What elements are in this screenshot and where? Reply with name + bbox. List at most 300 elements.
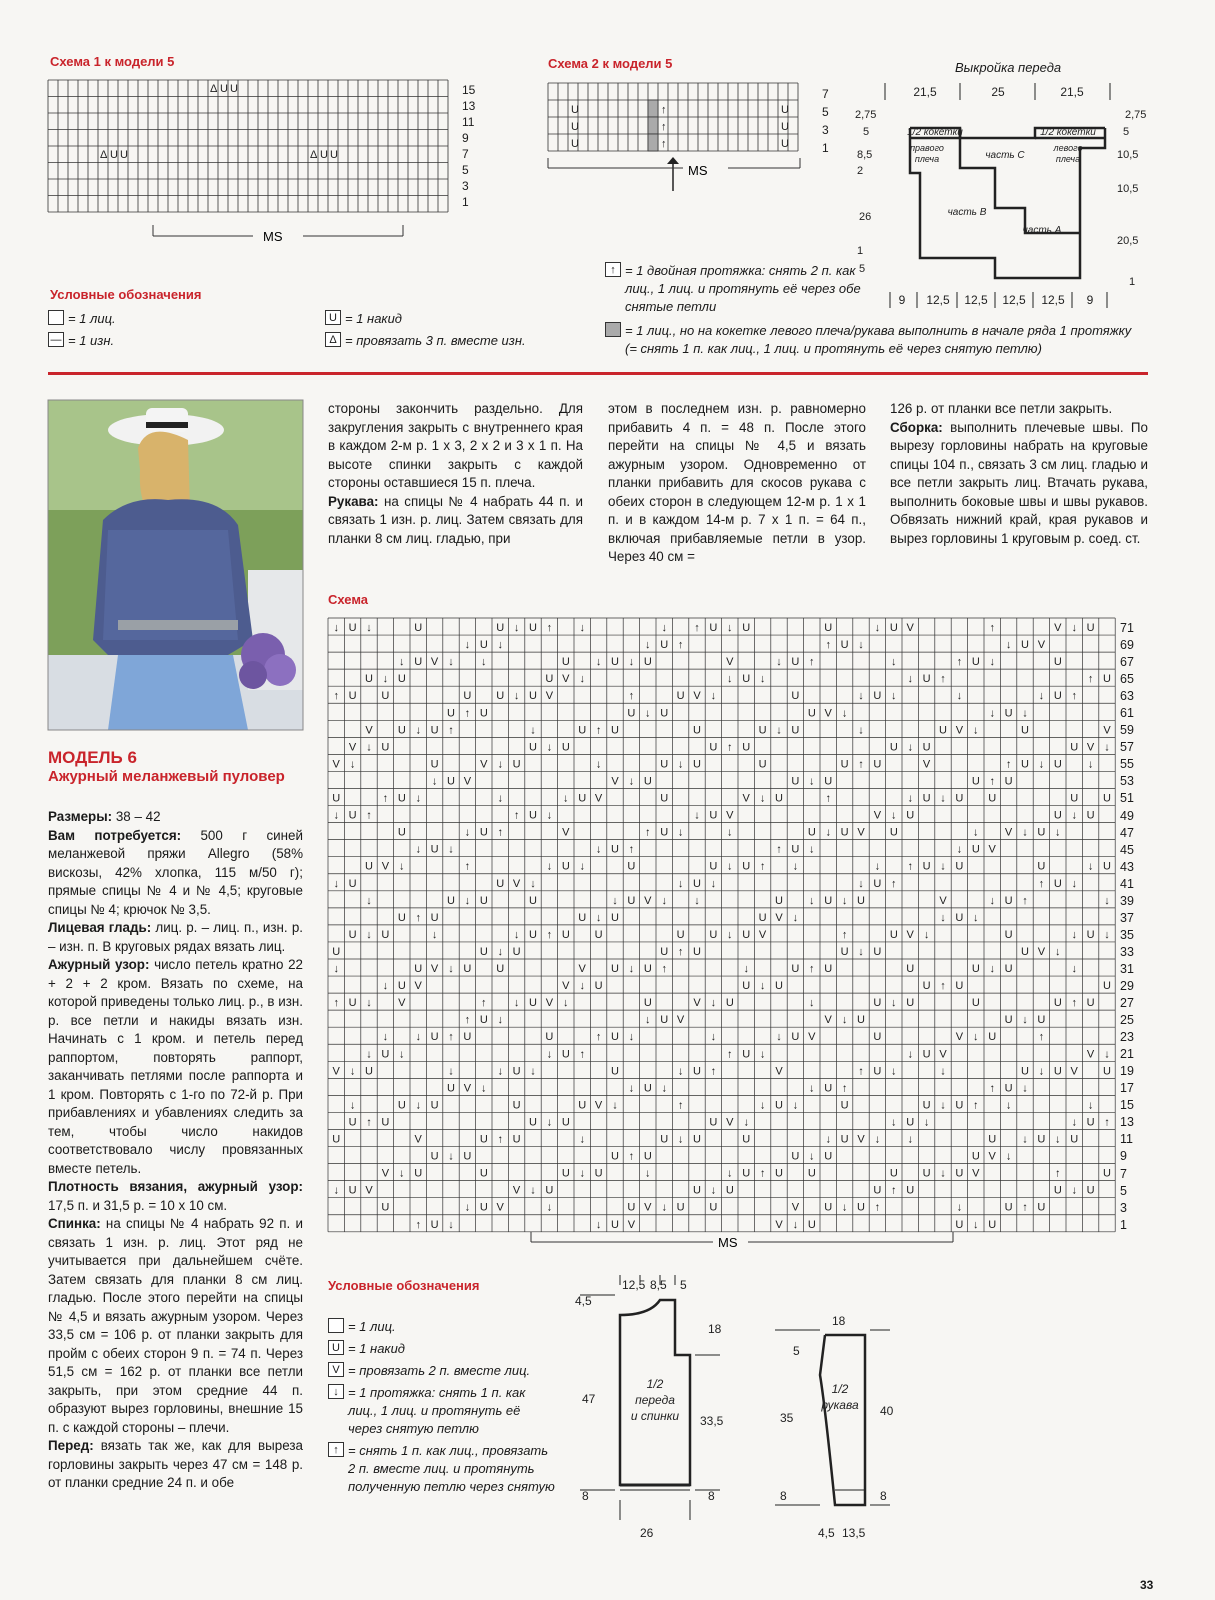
lace-stitch-symbol: U	[430, 1031, 439, 1044]
lace-stitch-symbol: ↑	[382, 792, 389, 805]
svg-text:1/2: 1/2	[646, 1377, 664, 1391]
lace-stitch-symbol: U	[1053, 809, 1062, 822]
lace-stitch-symbol: U	[627, 860, 636, 873]
lace-stitch-symbol: U	[561, 741, 570, 754]
lace-stitch-symbol: U	[1103, 860, 1111, 873]
lace-stitch-symbol: ↓	[989, 707, 995, 720]
lace-stitch-symbol: U	[430, 911, 439, 924]
chart-row-number: 21	[1120, 1047, 1134, 1062]
lace-stitch-symbol: ↓	[677, 1065, 684, 1078]
garment-schematics	[575, 1275, 1150, 1555]
lace-stitch-symbol: U	[1004, 707, 1013, 720]
svg-text:12,5: 12,5	[926, 293, 950, 307]
lace-stitch-symbol: U	[906, 1184, 915, 1197]
lace-stitch-symbol: V	[332, 758, 340, 771]
chart-row-number: 17	[1120, 1081, 1134, 1096]
lace-stitch-symbol: V	[824, 1014, 832, 1027]
lace-stitch-symbol: V	[430, 963, 439, 975]
lace-stitch-symbol: ↓	[382, 673, 389, 686]
lace-stitch-symbol: ↑	[645, 826, 651, 839]
lace-stitch-symbol: U	[775, 792, 783, 805]
lace-stitch-symbol: U	[529, 1116, 537, 1129]
lace-stitch-symbol: U	[365, 860, 373, 873]
lace-stitch-symbol: U	[873, 945, 882, 958]
lace-stitch-symbol: U	[447, 775, 455, 788]
lace-stitch-symbol: V	[775, 911, 783, 924]
lace-stitch-symbol: ↑	[595, 724, 602, 737]
svg-text:20,5: 20,5	[1117, 235, 1139, 247]
lace-stitch-symbol: ↓	[825, 1133, 831, 1146]
lace-stitch-symbol: ↓	[776, 656, 782, 669]
svg-text:рукава: рукава	[821, 1398, 859, 1412]
lace-stitch-symbol: U	[971, 775, 980, 788]
lace-stitch-symbol: ↓	[546, 1048, 553, 1061]
lace-stitch-symbol: ↓	[973, 724, 979, 737]
lace-stitch-symbol: U	[791, 775, 800, 788]
lace-stitch-symbol: U	[414, 622, 423, 634]
lace-stitch-symbol: U	[348, 622, 357, 634]
lace-stitch-symbol: V	[726, 1116, 734, 1129]
svg-text:5: 5	[1123, 126, 1130, 138]
lace-stitch-symbol: U	[643, 656, 652, 669]
svg-text:10,5: 10,5	[1117, 183, 1139, 195]
svg-text:8: 8	[708, 1489, 715, 1503]
lace-stitch-symbol: U	[430, 724, 439, 737]
lace-stitch-symbol: U	[857, 1014, 865, 1027]
lace-stitch-symbol: U	[348, 877, 357, 890]
lace-stitch-symbol: ↓	[513, 622, 520, 634]
lace-stitch-symbol: ↑	[1005, 758, 1012, 771]
lace-stitch-symbol: ↑	[989, 622, 995, 634]
main-lace-chart	[328, 618, 1118, 1258]
lace-stitch-symbol: V	[906, 622, 914, 634]
lace-stitch-symbol: U	[496, 622, 505, 634]
lace-stitch-symbol: U	[824, 622, 833, 634]
scheme2-row-numbers: 7 5 3 1	[822, 87, 829, 155]
svg-text:47: 47	[582, 1392, 596, 1406]
lace-stitch-symbol: U	[889, 826, 898, 839]
lace-stitch-symbol: ↑	[546, 928, 553, 941]
lace-stitch-symbol: U	[414, 963, 423, 975]
lace-stitch-symbol: U	[873, 1184, 882, 1197]
lace-stitch-symbol: ↓	[858, 724, 864, 737]
lace-stitch-symbol: V	[644, 894, 652, 907]
knit-symbol-icon	[328, 1318, 344, 1333]
lace-stitch-symbol: U	[873, 1065, 882, 1078]
lace-stitch-symbol: ↓	[349, 1065, 356, 1078]
lace-stitch-symbol: U	[1086, 622, 1095, 634]
lace-stitch-symbol: U	[381, 1048, 390, 1061]
chart-row-number: 63	[1120, 689, 1134, 704]
lace-stitch-symbol: U	[1004, 1082, 1013, 1095]
lace-stitch-symbol: ↑	[464, 707, 471, 720]
lace-stitch-symbol: ↑	[1071, 690, 1077, 703]
lace-stitch-symbol: ↓	[940, 1099, 946, 1112]
chart-row-number: 57	[1120, 740, 1134, 755]
lace-stitch-symbol: ↓	[710, 1184, 717, 1197]
chart-row-number: 71	[1120, 621, 1134, 635]
lace-stitch-symbol: U	[971, 997, 980, 1010]
lace-stitch-symbol: U	[889, 622, 898, 634]
lace-stitch-symbol: ↑	[891, 1184, 897, 1197]
chart-row-number: 49	[1120, 808, 1134, 823]
lace-stitch-symbol: V	[955, 724, 964, 737]
svg-text:18: 18	[832, 1314, 846, 1328]
lace-stitch-symbol: U	[643, 1082, 652, 1095]
lace-stitch-symbol: U	[791, 1031, 800, 1044]
lace-stitch-symbol: U	[1053, 758, 1062, 771]
lace-stitch-symbol: U	[1070, 792, 1079, 805]
lace-stitch-symbol: U	[611, 1218, 619, 1231]
lace-stitch-symbol: ↑	[1104, 1116, 1110, 1129]
pattern-front-diagram	[855, 78, 1165, 318]
lace-stitch-symbol: U	[397, 673, 406, 686]
lace-stitch-symbol: U	[807, 707, 816, 720]
model-photo	[48, 400, 303, 730]
chart-row-number: 59	[1120, 723, 1134, 738]
lace-stitch-symbol: U	[627, 894, 636, 907]
lace-stitch-symbol: U	[1053, 997, 1062, 1010]
lace-stitch-symbol: V	[939, 1048, 947, 1061]
lace-stitch-symbol: V	[676, 1014, 685, 1027]
lace-stitch-symbol: U	[971, 656, 980, 669]
lace-stitch-symbol: ↓	[1071, 622, 1077, 634]
lace-stitch-symbol: ↓	[333, 809, 339, 822]
lace-stitch-symbol: ↓	[333, 622, 339, 634]
lace-stitch-symbol: ↓	[1038, 758, 1045, 771]
lace-stitch-symbol: U	[381, 741, 390, 754]
lace-stitch-symbol: ↑	[579, 1048, 585, 1061]
lace-stitch-symbol: U	[1004, 894, 1013, 907]
lace-stitch-symbol: U	[1103, 1065, 1111, 1078]
lace-stitch-symbol: U	[791, 843, 800, 856]
lace-stitch-symbol: ↓	[891, 656, 897, 669]
lace-stitch-symbol: ↑	[825, 639, 831, 652]
chart-row-number: 53	[1120, 774, 1134, 789]
lace-stitch-symbol: ↑	[759, 1167, 766, 1180]
lace-stitch-symbol: ↓	[809, 843, 815, 856]
lace-stitch-symbol: U	[1021, 639, 1029, 652]
scheme1-ms-label: MS	[263, 229, 283, 244]
lace-stitch-symbol: ↓	[366, 894, 372, 907]
lace-stitch-symbol: V	[1086, 741, 1095, 754]
chart-row-number: 61	[1120, 706, 1134, 721]
lace-stitch-symbol: U	[578, 1099, 587, 1112]
p3tog-symbol-icon: Δ	[325, 332, 341, 347]
lace-stitch-symbol: ↑	[858, 1065, 864, 1078]
lace-stitch-symbol: U	[1037, 826, 1046, 839]
svg-text:26: 26	[640, 1526, 654, 1540]
lace-stitch-symbol: U	[1037, 1201, 1046, 1214]
lace-stitch-symbol: U	[463, 963, 472, 975]
lace-stitch-symbol: ↓	[448, 1065, 454, 1078]
lace-stitch-symbol: V	[545, 997, 554, 1010]
legend5-col1: = 1 лиц. — = 1 изн.	[48, 310, 288, 354]
lace-stitch-symbol: ↓	[940, 860, 946, 873]
lace-stitch-symbol: U	[479, 1014, 488, 1027]
lace-stitch-symbol: U	[397, 792, 406, 805]
lace-stitch-symbol: ↓	[513, 997, 520, 1010]
lace-stitch-symbol: V	[1070, 1065, 1078, 1078]
lace-stitch-symbol: V	[381, 860, 390, 873]
lace-stitch-symbol: U	[529, 894, 537, 907]
lace-stitch-symbol: U	[611, 1031, 619, 1044]
lace-stitch-symbol: V	[414, 1133, 422, 1146]
lace-stitch-symbol: ↓	[891, 1116, 897, 1129]
lace-stitch-symbol: ↓	[415, 1099, 421, 1112]
lace-stitch-symbol: ↓	[809, 1150, 815, 1163]
lace-stitch-symbol: U	[332, 792, 341, 805]
lace-stitch-symbol: U	[479, 826, 488, 839]
lace-stitch-symbol: ↑	[858, 758, 864, 771]
lace-stitch-symbol: ↓	[497, 639, 503, 652]
lace-stitch-symbol: U	[611, 724, 619, 737]
chart-row-number: 43	[1120, 859, 1134, 874]
svg-text:часть С: часть С	[985, 150, 1025, 161]
lace-stitch-symbol: V	[545, 690, 554, 703]
k2tog-symbol-icon: V	[328, 1362, 344, 1377]
lace-stitch-symbol: ↓	[907, 792, 913, 805]
chart-row-number: 15	[1120, 1098, 1134, 1113]
lace-stitch-symbol: U	[1021, 1065, 1029, 1078]
lace-stitch-symbol: U	[381, 690, 390, 703]
lace-stitch-symbol: ↓	[1055, 945, 1061, 958]
lace-stitch-symbol: V	[791, 1201, 800, 1214]
lace-stitch-symbol: ↑	[333, 997, 339, 1010]
lace-stitch-symbol: ↑	[1038, 877, 1045, 890]
svg-text:4,5: 4,5	[575, 1294, 592, 1308]
lace-stitch-symbol: ↓	[989, 656, 995, 669]
lace-stitch-symbol: ↑	[661, 963, 667, 975]
lace-stitch-symbol: U	[463, 690, 472, 703]
lace-stitch-symbol: V	[824, 707, 832, 720]
lace-stitch-symbol: U	[381, 928, 390, 941]
lace-stitch-symbol: U	[397, 980, 406, 993]
purl-symbol-icon: —	[48, 332, 64, 347]
lace-stitch-symbol: U	[906, 1116, 915, 1129]
lace-stitch-symbol: U	[561, 928, 570, 941]
lace-stitch-symbol: U	[742, 1133, 751, 1146]
lace-stitch-symbol: U	[1004, 775, 1013, 788]
lace-stitch-symbol: U	[594, 980, 603, 993]
legend5-col4: = 1 лиц., но на кокетке левого плеча/рукава выполнить в начале ряда 1 протяжку (= снять 1 п. как лиц., 1 лиц. и протянуть её через снятую петлю)	[605, 322, 1135, 362]
chart-row-number: 41	[1120, 876, 1134, 891]
lace-stitch-symbol: V	[1086, 1048, 1095, 1061]
lace-stitch-symbol: ↓	[858, 945, 864, 958]
chart-row-number: 67	[1120, 655, 1134, 670]
lace-stitch-symbol: ↓	[776, 724, 782, 737]
lace-stitch-symbol: U	[479, 639, 488, 652]
lace-stitch-symbol: ↓	[825, 826, 831, 839]
chart-title: Схема	[328, 592, 369, 607]
lace-stitch-symbol: V	[644, 1201, 652, 1214]
lace-stitch-symbol: U	[479, 894, 488, 907]
chart-row-number: 35	[1120, 927, 1134, 942]
lace-stitch-symbol: U	[693, 724, 701, 737]
lace-stitch-symbol: U	[824, 963, 833, 975]
model-heading: МОДЕЛЬ 6	[48, 748, 137, 767]
lace-stitch-symbol: ↓	[366, 622, 372, 634]
lace-stitch-symbol: ↓	[661, 894, 667, 907]
chart-row-number: 65	[1120, 672, 1134, 687]
lace-stitch-symbol: U	[447, 1082, 455, 1095]
lace-stitch-symbol: ↓	[727, 826, 733, 839]
lace-stitch-symbol: U	[1103, 673, 1111, 686]
lace-stitch-symbol: U	[660, 1133, 669, 1146]
lace-stitch-symbol: V	[512, 877, 521, 890]
lace-stitch-symbol: ↓	[399, 860, 405, 873]
lace-stitch-symbol: ↓	[448, 1150, 454, 1163]
lace-stitch-symbol: ↓	[923, 928, 930, 941]
stitch-symbol: U	[220, 83, 228, 95]
lace-stitch-symbol: U	[857, 894, 865, 907]
chart-row-number: 39	[1120, 893, 1134, 908]
lace-stitch-symbol: V	[1103, 724, 1111, 737]
lace-stitch-symbol: U	[463, 1031, 472, 1044]
lace-stitch-symbol: ↓	[1055, 826, 1061, 839]
lace-stitch-symbol: U	[725, 997, 734, 1010]
lace-stitch-symbol: ↓	[595, 758, 602, 771]
lace-stitch-symbol: U	[988, 1031, 997, 1044]
lace-stitch-symbol: U	[1004, 963, 1013, 975]
scheme1-title: Схема 1 к модели 5	[50, 54, 175, 69]
lace-stitch-symbol: U	[512, 1065, 521, 1078]
lace-stitch-symbol: ↑	[989, 1082, 995, 1095]
lace-stitch-symbol: V	[742, 792, 750, 805]
lace-stitch-symbol: ↑	[677, 1099, 684, 1112]
lace-stitch-symbol: U	[758, 911, 767, 924]
lace-stitch-symbol: U	[955, 1218, 964, 1231]
lace-stitch-symbol: U	[922, 980, 931, 993]
lace-stitch-symbol: ↓	[595, 1218, 602, 1231]
lace-stitch-symbol: U	[676, 1201, 685, 1214]
lace-stitch-symbol: ↓	[1087, 860, 1094, 873]
lace-stitch-symbol: U	[840, 639, 849, 652]
lace-stitch-symbol: ↓	[1055, 1133, 1061, 1146]
lace-stitch-symbol: U	[660, 826, 669, 839]
lace-stitch-symbol: ↓	[907, 673, 913, 686]
lace-stitch-symbol: ↓	[382, 1031, 389, 1044]
lace-stitch-symbol: ↓	[448, 1218, 454, 1231]
lace-stitch-symbol: ↓	[792, 1099, 799, 1112]
lace-stitch-symbol: V	[693, 690, 701, 703]
lace-stitch-symbol: ↓	[792, 1218, 799, 1231]
lace-stitch-symbol: ↓	[645, 1167, 651, 1180]
lace-stitch-symbol: ↑	[710, 1065, 717, 1078]
lace-stitch-symbol: ↑	[874, 1201, 881, 1214]
lace-stitch-symbol: ↑	[513, 809, 520, 822]
stitch-symbol: U	[781, 121, 789, 133]
lace-stitch-symbol: U	[889, 928, 898, 941]
lace-stitch-symbol: U	[430, 1099, 439, 1112]
lace-stitch-symbol: V	[857, 826, 865, 839]
lace-stitch-symbol: U	[1053, 1065, 1062, 1078]
lace-stitch-symbol: U	[873, 758, 882, 771]
lace-stitch-symbol: ↑	[481, 997, 487, 1010]
lace-stitch-symbol: U	[1004, 1014, 1013, 1027]
lace-stitch-symbol: U	[578, 792, 587, 805]
lace-stitch-symbol: V	[365, 724, 373, 737]
lace-stitch-symbol: U	[381, 1116, 390, 1129]
lace-stitch-symbol: ↓	[546, 741, 553, 754]
lace-stitch-symbol: ↑	[1022, 894, 1028, 907]
lace-stitch-symbol: ↓	[1087, 758, 1094, 771]
lace-stitch-symbol: U	[742, 622, 751, 634]
svg-text:12,5: 12,5	[1002, 293, 1026, 307]
lace-stitch-symbol: U	[397, 1099, 406, 1112]
lace-stitch-symbol: ↓	[874, 860, 881, 873]
lace-stitch-symbol: ↓	[546, 1116, 553, 1129]
lace-stitch-symbol: U	[922, 741, 931, 754]
lace-stitch-symbol: U	[529, 809, 537, 822]
lace-stitch-symbol: U	[1070, 1133, 1079, 1146]
svg-text:2: 2	[857, 165, 864, 177]
lace-stitch-symbol: U	[1004, 1201, 1013, 1214]
lace-stitch-symbol: ↓	[858, 639, 864, 652]
lace-stitch-symbol: U	[709, 1201, 718, 1214]
lace-stitch-symbol: ↓	[595, 656, 602, 669]
lace-stitch-symbol: ↓	[661, 1082, 667, 1095]
svg-text:правого: правого	[910, 143, 944, 153]
lace-stitch-symbol: V	[496, 1201, 504, 1214]
lace-stitch-symbol: U	[840, 826, 849, 839]
lace-stitch-symbol: ↓	[546, 1201, 553, 1214]
lace-stitch-symbol: U	[1103, 792, 1111, 805]
lace-stitch-symbol: ↓	[891, 1065, 897, 1078]
lace-stitch-symbol: V	[758, 928, 767, 941]
lace-stitch-symbol: ↓	[628, 656, 635, 669]
lace-stitch-symbol: U	[955, 792, 964, 805]
lace-stitch-symbol: ↓	[481, 656, 487, 669]
lace-stitch-symbol: U	[1021, 758, 1029, 771]
lace-stitch-symbol: ↓	[530, 1065, 536, 1078]
lace-stitch-symbol: ↓	[497, 1014, 503, 1027]
lace-stitch-symbol: ↓	[809, 775, 815, 788]
lace-stitch-symbol: V	[922, 758, 931, 771]
model-subheading: Ажурный меланжевый пуловер	[48, 768, 285, 785]
lace-stitch-symbol: U	[660, 639, 669, 652]
lace-stitch-symbol: U	[824, 1201, 833, 1214]
lace-stitch-symbol: V	[873, 809, 882, 822]
lace-stitch-symbol: ↓	[1022, 826, 1028, 839]
lace-stitch-symbol: U	[693, 945, 701, 958]
lace-stitch-symbol: U	[693, 1065, 701, 1078]
stitch-symbol: U	[781, 104, 789, 116]
svg-text:1: 1	[857, 245, 864, 257]
lace-stitch-symbol: ↓	[1071, 928, 1077, 941]
lace-stitch-symbol: U	[660, 1014, 669, 1027]
lace-stitch-symbol: ↓	[448, 843, 454, 856]
lace-stitch-symbol: ↓	[1104, 928, 1110, 941]
stitch-symbol: U	[120, 149, 128, 161]
lace-stitch-symbol: ↑	[366, 1116, 372, 1129]
lace-stitch-symbol: U	[512, 1099, 521, 1112]
lace-stitch-symbol: V	[562, 980, 570, 993]
lace-stitch-symbol: ↓	[677, 877, 684, 890]
lace-stitch-symbol: ↓	[710, 690, 717, 703]
lace-stitch-symbol: U	[955, 911, 964, 924]
lace-stitch-symbol: V	[430, 656, 439, 669]
lace-stitch-symbol: V	[857, 1133, 865, 1146]
lace-stitch-symbol: ↓	[366, 1048, 372, 1061]
lace-stitch-symbol: ↑	[546, 622, 553, 634]
lace-stitch-symbol: ↓	[858, 877, 864, 890]
svg-text:12,5: 12,5	[622, 1278, 646, 1292]
stitch-symbol: ↑	[661, 104, 667, 116]
lace-stitch-symbol: U	[578, 724, 587, 737]
lace-stitch-symbol: U	[791, 963, 800, 975]
lace-stitch-symbol: ↓	[579, 673, 585, 686]
